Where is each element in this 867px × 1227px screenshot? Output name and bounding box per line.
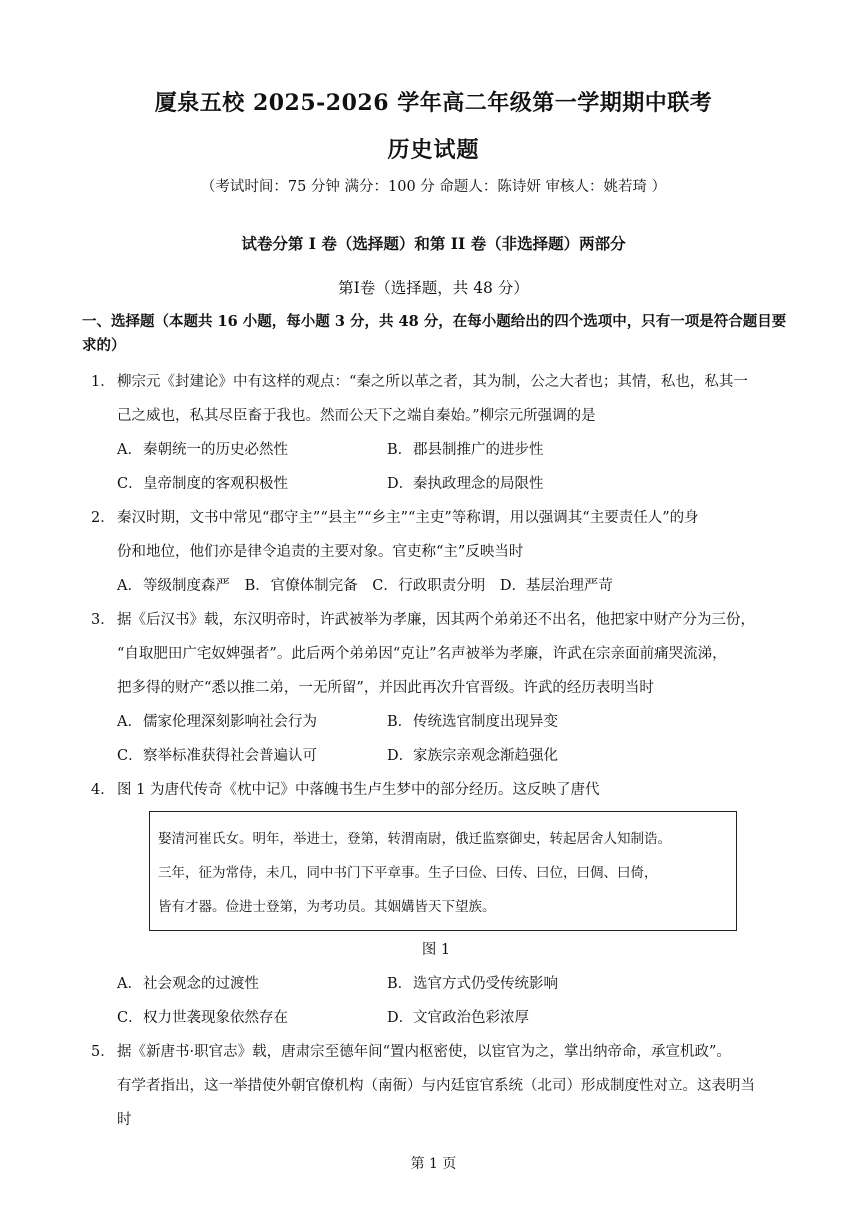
options — [82, 705, 790, 773]
option-a[interactable] — [117, 569, 230, 603]
question-area — [82, 310, 790, 1137]
question-text: 据《后汉书》载，东汉明帝时，许武被举为孝廉，因其两个弟弟还不出名，他把家中财产分为三份， — [117, 612, 755, 628]
question-text: 图 1 为唐代传奇《枕中记》中落魄书生卢生梦中的部分经历。这反映了唐代 — [117, 782, 600, 798]
option-d[interactable] — [387, 1001, 657, 1035]
option-letter: B． — [387, 442, 413, 458]
question-line — [82, 501, 790, 535]
option-text: 儒家伦理深刻影响社会行为 — [143, 714, 317, 730]
option-text: 等级制度森严 — [143, 578, 230, 594]
option-a[interactable] — [117, 705, 387, 739]
option-text: 社会观念的过渡性 — [143, 976, 259, 992]
option-letter: A． — [117, 578, 142, 594]
option-c[interactable] — [117, 1001, 387, 1035]
option-text: 家族宗亲观念渐趋强化 — [413, 748, 558, 764]
question-text: 份和地位，他们亦是律令追责的主要对象。官吏称“主”反映当时 — [117, 544, 524, 560]
question-text: 柳宗元《封建论》中有这样的观点：“秦之所以革之者，其为制，公之大者也；其情，私也，私其一 — [117, 374, 748, 390]
question-number: 3． — [91, 612, 115, 628]
option-letter: C． — [117, 476, 143, 492]
question-3 — [82, 603, 790, 773]
exam-subject: 历史试题 — [387, 137, 480, 163]
options — [82, 569, 790, 603]
option-letter: C． — [117, 748, 143, 764]
option-text: 秦执政理念的局限性 — [413, 476, 544, 492]
options — [82, 967, 790, 1035]
option-text: 郡县制推广的进步性 — [413, 442, 544, 458]
option-letter: D． — [387, 748, 414, 764]
option-letter: C． — [117, 1010, 143, 1026]
question-4 — [82, 773, 790, 1035]
option-b[interactable] — [387, 433, 657, 467]
part-info: 试卷分第 I 卷（选择题）和第 II 卷（非选择题）两部分 — [241, 234, 626, 253]
figure-caption: 图 1 — [421, 942, 451, 958]
question-text: 把多得的财产“悉以推二弟，一无所留”，并因此再次升官晋级。许武的经历表明当时 — [117, 680, 654, 696]
volume-heading: 第Ⅰ卷（选择题，共 48 分） — [338, 279, 529, 297]
option-text: 文官政治色彩浓厚 — [413, 1010, 529, 1026]
option-d[interactable] — [387, 467, 657, 501]
option-d[interactable] — [500, 569, 613, 603]
figure-box — [149, 811, 737, 931]
question-line — [82, 1035, 790, 1069]
figure-text: 娶清河崔氏女。明年，举进士，登第，转渭南尉，俄迁监察御史，转起居舍人知制诰。 — [158, 831, 671, 847]
question-text: 秦汉时期，文书中常见“郡守主”“县主”“乡主”“主吏”等称谓，用以强调其“主要责任人”的身 — [117, 510, 699, 526]
option-text: 权力世袭现象依然存在 — [143, 1010, 288, 1026]
option-a[interactable] — [117, 967, 387, 1001]
option-c[interactable] — [117, 739, 387, 773]
option-letter: A． — [117, 442, 142, 458]
option-text: 传统选官制度出现异变 — [413, 714, 558, 730]
question-text: 有学者指出，这一举措使外朝官僚机构（南衙）与内廷宦官系统（北司）形成制度性对立。这表明当 — [117, 1078, 755, 1094]
question-line — [82, 603, 790, 637]
option-letter: A． — [117, 976, 142, 992]
question-1 — [82, 365, 790, 501]
option-letter: B． — [387, 714, 413, 730]
option-text: 基层治理严苛 — [525, 578, 613, 594]
exam-title: 厦泉五校 2025-2026 学年高二年级第一学期期中联考 — [154, 90, 713, 116]
option-letter: D． — [387, 476, 414, 492]
options — [82, 433, 790, 501]
question-number: 1． — [91, 374, 115, 390]
figure-text: 皆有才器。俭进士登第，为考功员。其姻媾皆天下望族。 — [158, 899, 496, 915]
option-text: 官僚体制完备 — [270, 578, 358, 594]
option-b[interactable] — [245, 569, 358, 603]
question-line — [82, 365, 790, 399]
option-text: 皇帝制度的客观积极性 — [143, 476, 288, 492]
option-d[interactable] — [387, 739, 657, 773]
question-number: 5． — [91, 1044, 115, 1060]
question-text: 己之威也，私其尽臣畜于我也。然而公天下之端自秦始。”柳宗元所强调的是 — [117, 408, 596, 424]
question-text: 时 — [117, 1112, 132, 1128]
question-number: 2． — [91, 510, 115, 526]
option-b[interactable] — [387, 705, 657, 739]
exam-meta: （考试时间：75 分钟 满分：100 分 命题人：陈诗妍 审核人：姚若琦 ） — [200, 179, 667, 195]
question-number: 4． — [91, 782, 115, 798]
option-a[interactable] — [117, 433, 387, 467]
option-letter: D． — [387, 1010, 414, 1026]
section-heading: 一、选择题（本题共 16 小题，每小题 3 分，共 48 分，在每小题给出的四个选项中，只有一项是符合题目要求的） — [82, 313, 787, 354]
option-text: 察举标准获得社会普遍认可 — [143, 748, 317, 764]
option-letter: B． — [387, 976, 413, 992]
question-text: “自取肥田广宅奴婢强者”。此后两个弟弟因“克让”名声被举为孝廉，许武在宗亲面前痛哭流涕， — [117, 646, 727, 662]
option-text: 秦朝统一的历史必然性 — [143, 442, 288, 458]
question-2 — [82, 501, 790, 603]
option-b[interactable] — [387, 967, 657, 1001]
option-letter: D． — [499, 578, 526, 594]
question-line — [82, 773, 790, 807]
option-letter: A． — [117, 714, 142, 730]
option-letter: B． — [244, 578, 270, 594]
question-5 — [82, 1035, 790, 1137]
option-c[interactable] — [372, 569, 485, 603]
option-letter: C． — [372, 578, 398, 594]
page-number: 第 1 页 — [410, 1156, 457, 1172]
question-text: 据《新唐书·职官志》载，唐肃宗至德年间“置内枢密使，以宦官为之，掌出纳帝命，承宣机政”。 — [117, 1044, 731, 1060]
option-c[interactable] — [117, 467, 387, 501]
option-text: 选官方式仍受传统影响 — [413, 976, 558, 992]
figure-text: 三年，征为常侍，未几，同中书门下平章事。生子曰俭、曰传、曰位，曰倜、曰倚， — [158, 865, 658, 881]
option-text: 行政职责分明 — [398, 578, 486, 594]
